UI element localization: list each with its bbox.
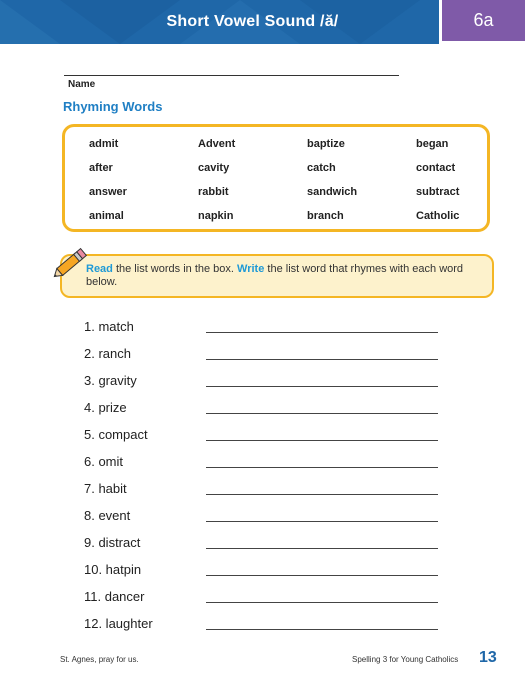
answer-line[interactable] bbox=[206, 548, 438, 549]
exercise-item-label: 6. omit bbox=[84, 454, 124, 469]
answer-line[interactable] bbox=[206, 440, 438, 441]
instruction-box bbox=[60, 254, 494, 298]
list-word: after bbox=[89, 162, 113, 174]
exercise-item-label: 4. prize bbox=[84, 400, 127, 415]
footer-right: Spelling 3 for Young Catholics bbox=[352, 655, 459, 664]
exercise-item-label: 11. dancer bbox=[84, 589, 145, 604]
instruction-part-2: the list word that rhymes with each word below. bbox=[86, 263, 464, 288]
exercise-item-label: 7. habit bbox=[84, 481, 127, 496]
lesson-number: 6a bbox=[442, 0, 525, 41]
list-word: began bbox=[416, 138, 449, 150]
answer-line[interactable] bbox=[206, 575, 438, 576]
instruction-text bbox=[86, 263, 478, 289]
answer-line[interactable] bbox=[206, 629, 438, 630]
lesson-badge bbox=[439, 0, 525, 44]
instruction-part-1: the list words in the box. bbox=[112, 263, 238, 275]
list-word: contact bbox=[416, 162, 456, 174]
exercise-item-label: 5. compact bbox=[84, 427, 148, 442]
list-word: admit bbox=[89, 138, 119, 150]
list-word: sandwich bbox=[307, 186, 358, 198]
list-word: catch bbox=[307, 162, 336, 174]
list-word: branch bbox=[307, 210, 344, 222]
answer-line[interactable] bbox=[206, 359, 438, 360]
answer-line[interactable] bbox=[206, 332, 438, 333]
page-number: 13 bbox=[479, 649, 497, 666]
answer-line[interactable] bbox=[206, 494, 438, 495]
list-word: baptize bbox=[307, 138, 345, 150]
read-keyword: Read bbox=[86, 263, 113, 275]
name-line[interactable] bbox=[64, 75, 399, 76]
list-word: rabbit bbox=[198, 186, 229, 198]
list-word: napkin bbox=[198, 210, 234, 222]
list-word: Advent bbox=[198, 138, 236, 150]
section-title: Rhyming Words bbox=[63, 99, 163, 114]
exercise-item-label: 8. event bbox=[84, 508, 131, 523]
exercise-item-label: 12. laughter bbox=[84, 616, 153, 631]
list-word: answer bbox=[89, 186, 127, 198]
answer-line[interactable] bbox=[206, 386, 438, 387]
exercise-item-label: 9. distract bbox=[84, 535, 141, 550]
list-word: Catholic bbox=[416, 210, 460, 222]
answer-line[interactable] bbox=[206, 413, 438, 414]
answer-line[interactable] bbox=[206, 467, 438, 468]
list-word: cavity bbox=[198, 162, 230, 174]
answer-line[interactable] bbox=[206, 602, 438, 603]
exercise-item-label: 3. gravity bbox=[84, 373, 137, 388]
page-title: Short Vowel Sound /ă/ bbox=[166, 13, 339, 30]
exercise-item-label: 10. hatpin bbox=[84, 562, 142, 577]
list-word: animal bbox=[89, 210, 124, 222]
pencil-icon bbox=[49, 244, 91, 284]
exercise-item-label: 2. ranch bbox=[84, 346, 131, 361]
write-keyword: Write bbox=[237, 263, 265, 275]
list-word: subtract bbox=[416, 186, 460, 198]
footer-left: St. Agnes, pray for us. bbox=[60, 655, 139, 664]
exercise-item-label: 1. match bbox=[84, 319, 134, 334]
answer-line[interactable] bbox=[206, 521, 438, 522]
name-label: Name bbox=[68, 79, 96, 90]
